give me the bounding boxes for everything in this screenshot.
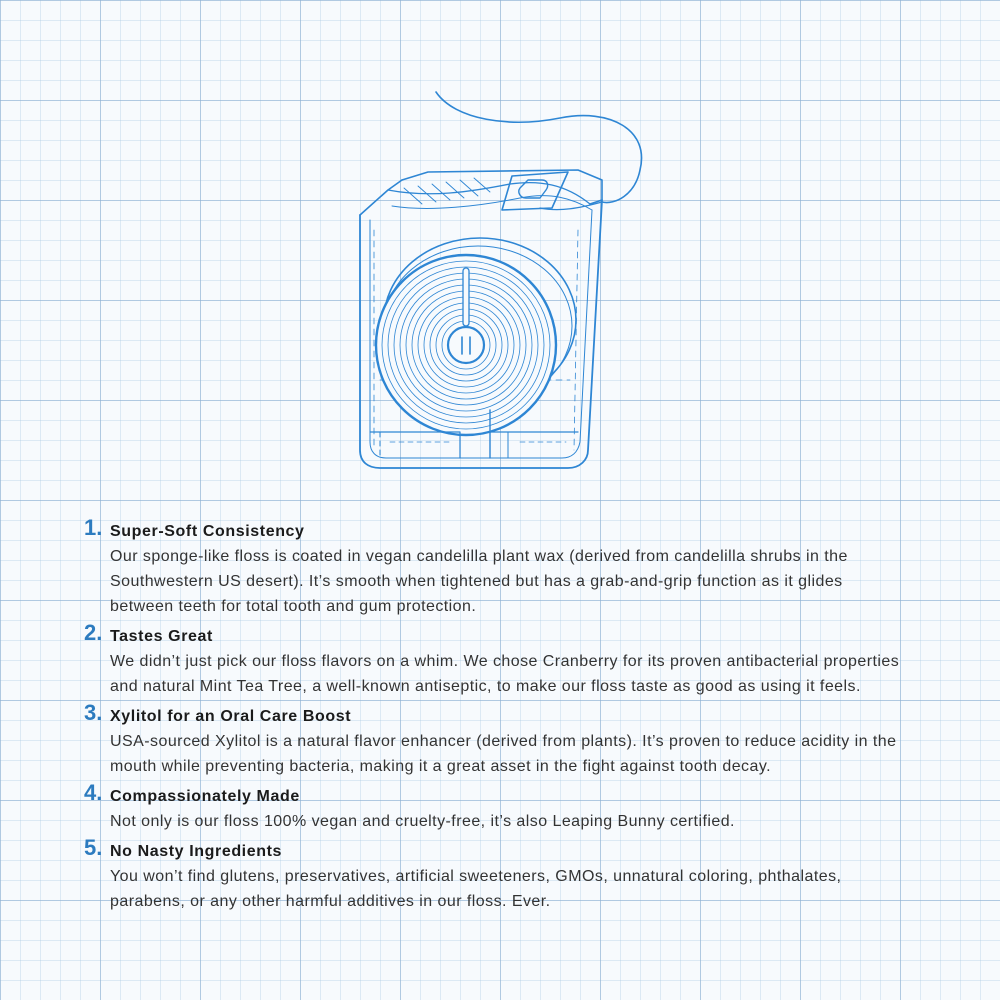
feature-title: Super-Soft Consistency (110, 523, 305, 540)
feature-description: USA-sourced Xylitol is a natural flavor enhancer (derived from plants). It’s proven to reduce acidity in the mouth while preventing bacteria, making it a great asset in the fight against tooth decay. (110, 733, 897, 775)
feature-number: 4. (84, 780, 103, 805)
feature-item (84, 699, 924, 779)
feature-item (84, 514, 924, 619)
feature-item (84, 779, 924, 834)
feature-description: Not only is our floss 100% vegan and cruelty-free, it’s also Leaping Bunny certified. (110, 813, 735, 830)
floss-dispenser-illustration (340, 80, 660, 480)
feature-number: 1. (84, 515, 103, 540)
feature-description: You won’t find glutens, preservatives, artificial sweeteners, GMOs, unnatural coloring, phthalates, parabens, or any other harmful additives in our floss. Ever. (110, 868, 842, 910)
feature-item (84, 834, 924, 914)
feature-number: 5. (84, 835, 103, 860)
feature-number: 2. (84, 620, 103, 645)
feature-title: Tastes Great (110, 628, 213, 645)
feature-list (84, 514, 924, 914)
feature-title: No Nasty Ingredients (110, 843, 283, 860)
feature-number: 3. (84, 700, 103, 725)
feature-item (84, 619, 924, 699)
floss-dispenser-icon (340, 80, 660, 480)
feature-title: Xylitol for an Oral Care Boost (110, 708, 352, 725)
feature-title: Compassionately Made (110, 788, 300, 805)
feature-description: We didn’t just pick our floss flavors on a whim. We chose Cranberry for its proven antibacterial properties and natural Mint Tea Tree, a well-known antiseptic, to make our floss taste as good as using it feels. (110, 653, 900, 695)
feature-description: Our sponge-like floss is coated in vegan candelilla plant wax (derived from candelilla shrubs in the Southwestern US desert). It’s smooth when tightened but has a grab-and-grip function as it glides between teeth for total tooth and gum protection. (110, 548, 848, 615)
